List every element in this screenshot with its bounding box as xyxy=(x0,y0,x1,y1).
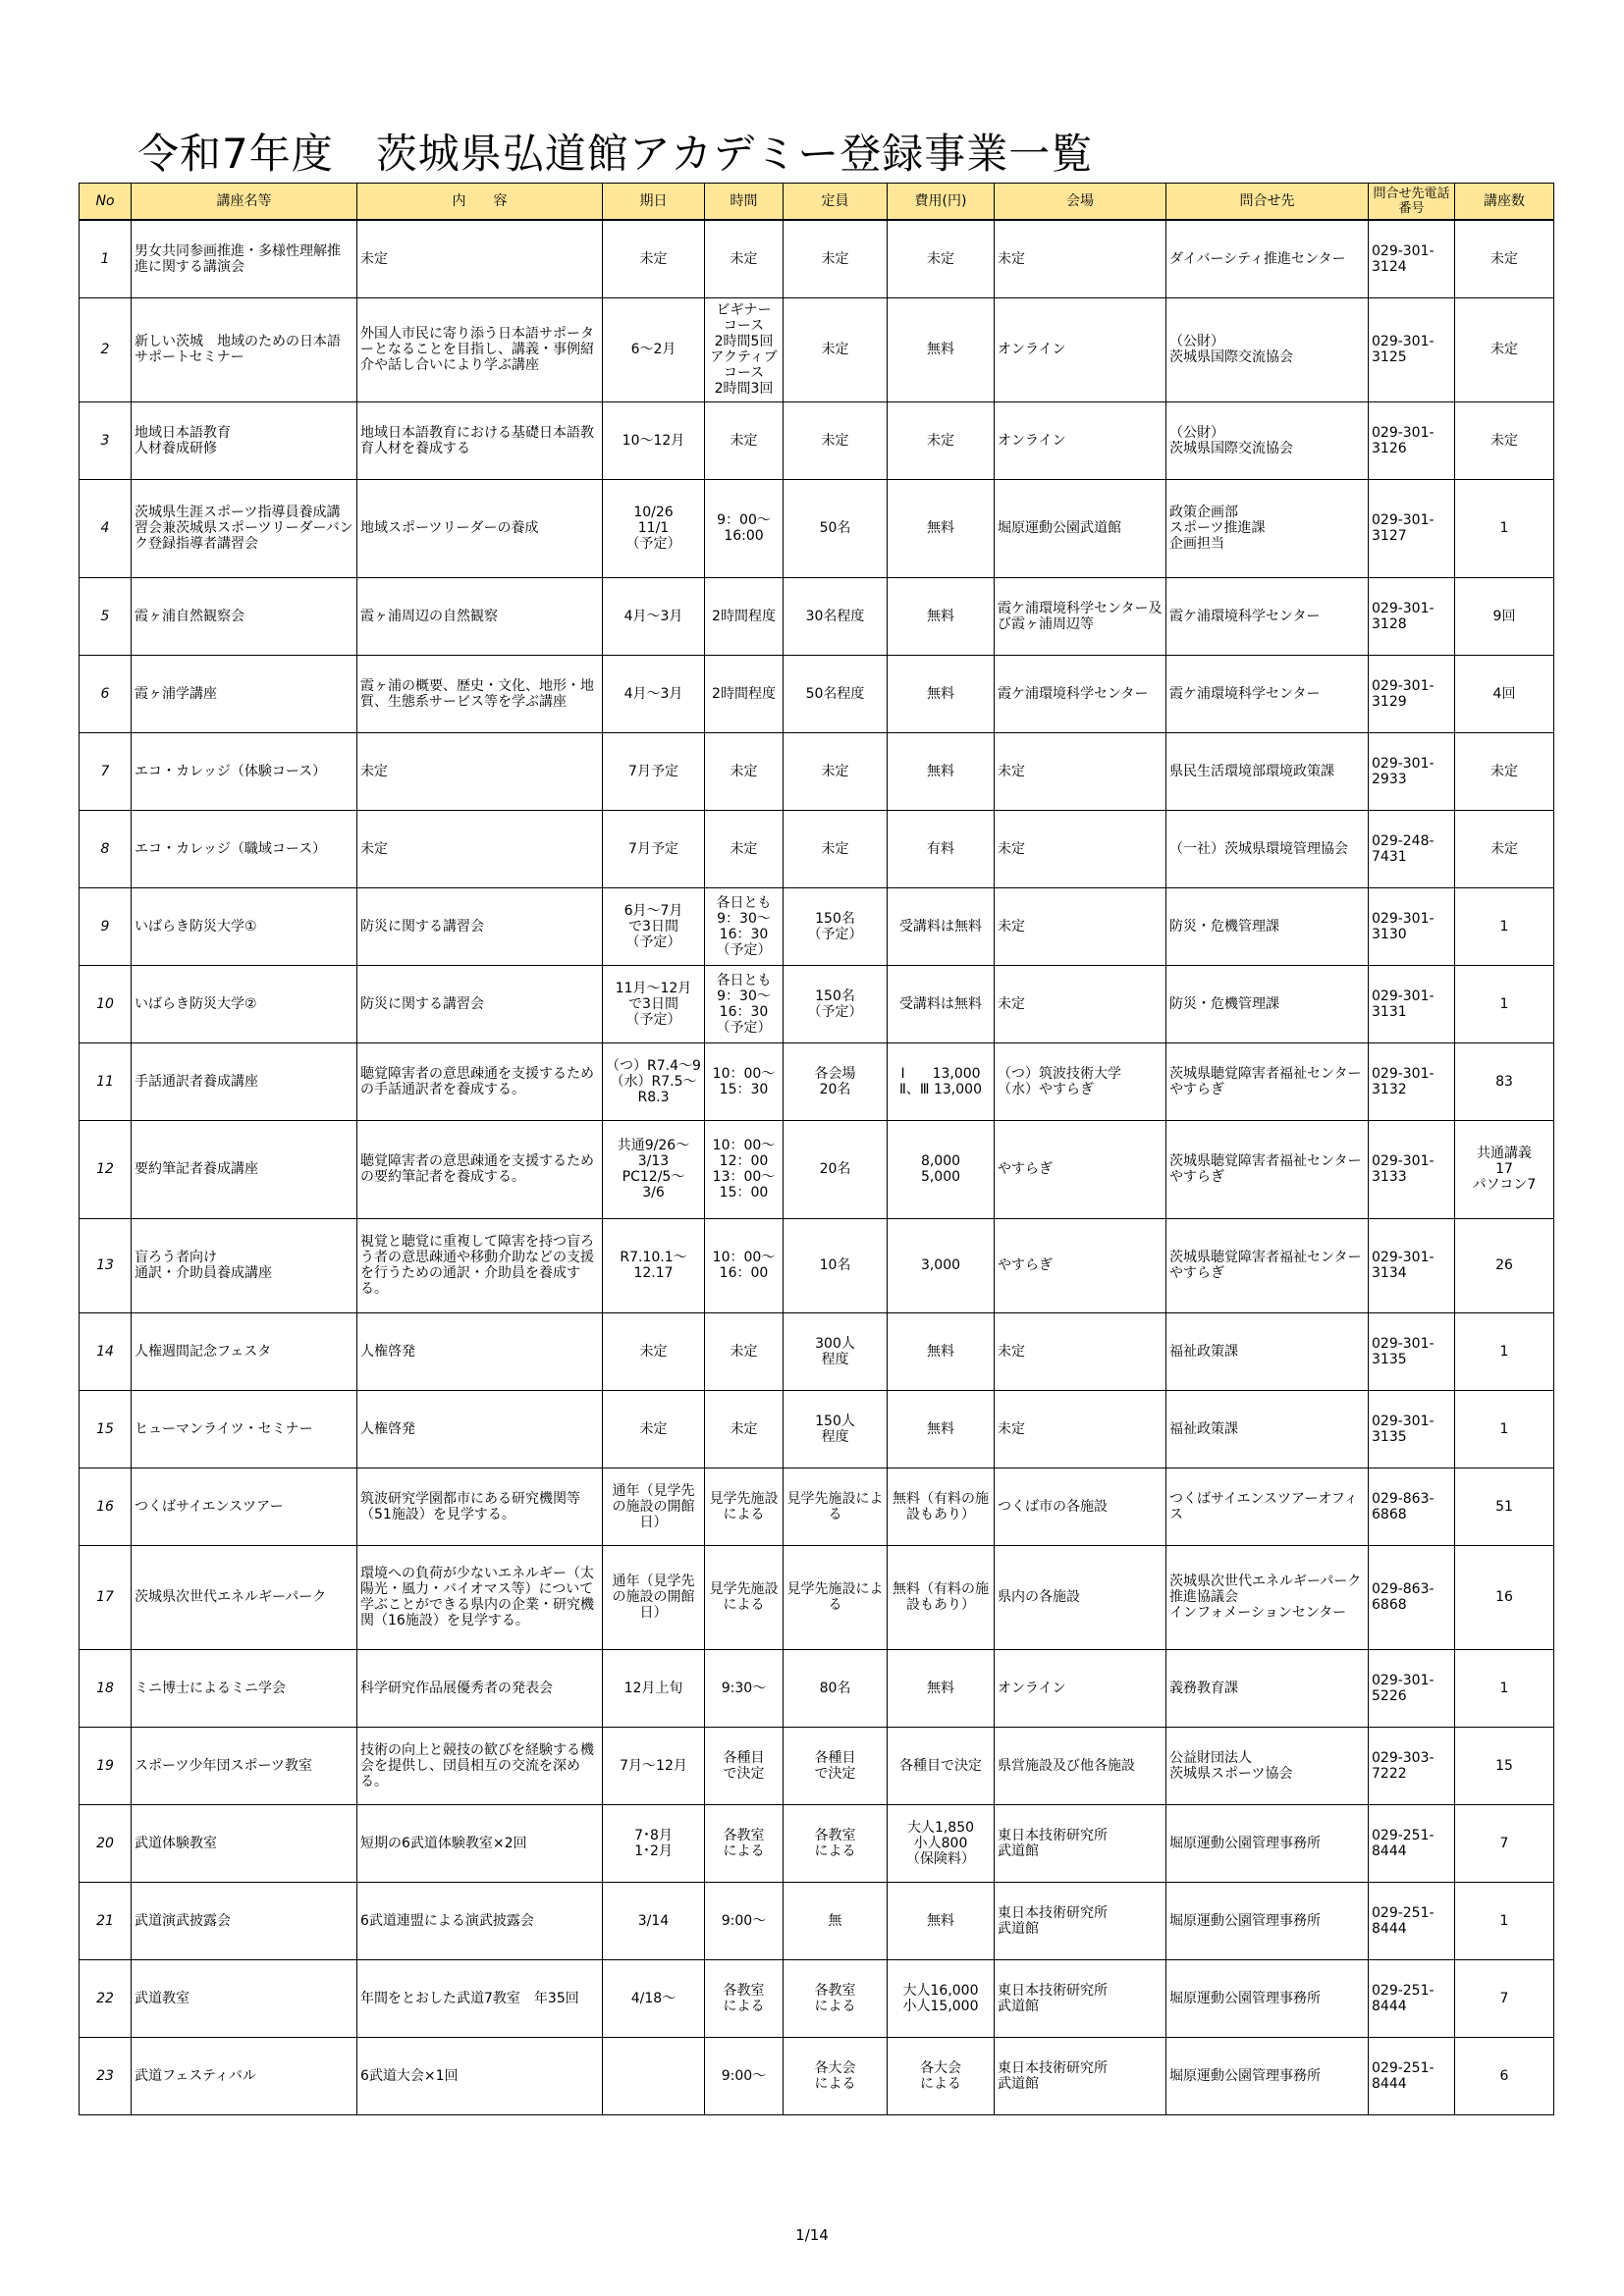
cell-venue: 東日本技術研究所 武道館 xyxy=(995,1804,1166,1882)
cell-tel: 029-863-6868 xyxy=(1369,1468,1455,1545)
cell-fee: 未定 xyxy=(888,220,995,297)
cell-time: 10：00～ 16：00 xyxy=(705,1218,784,1312)
cell-contact: 茨城県聴覚障害者福祉センターやすらぎ xyxy=(1166,1042,1369,1120)
cell-contact: 福祉政策課 xyxy=(1166,1390,1369,1468)
cell-name: ヒューマンライツ・セミナー xyxy=(132,1390,357,1468)
cell-tel: 029-863-6868 xyxy=(1369,1545,1455,1649)
cell-name: 茨城県次世代エネルギーパーク xyxy=(132,1545,357,1649)
cell-capacity: 未定 xyxy=(784,732,888,810)
cell-time: 各種目 で決定 xyxy=(705,1727,784,1804)
cell-count: 16 xyxy=(1455,1545,1554,1649)
table-row xyxy=(80,577,1554,655)
cell-no: 14 xyxy=(80,1312,132,1390)
cell-contact: 義務教育課 xyxy=(1166,1649,1369,1727)
table-row xyxy=(80,965,1554,1042)
header-name: 講座名等 xyxy=(132,184,357,221)
table-row xyxy=(80,1727,1554,1804)
cell-name: ミニ博士によるミニ学会 xyxy=(132,1649,357,1727)
cell-venue: 未定 xyxy=(995,220,1166,297)
cell-date: 3/14 xyxy=(603,1882,705,1959)
cell-venue: やすらぎ xyxy=(995,1120,1166,1218)
cell-no: 19 xyxy=(80,1727,132,1804)
cell-name: 武道教室 xyxy=(132,1959,357,2037)
cell-tel: 029-251-8444 xyxy=(1369,1882,1455,1959)
cell-fee: 有料 xyxy=(888,810,995,887)
cell-name: 地域日本語教育 人材養成研修 xyxy=(132,401,357,479)
cell-time: 見学先施設による xyxy=(705,1545,784,1649)
header-time: 時間 xyxy=(705,184,784,221)
cell-no: 4 xyxy=(80,479,132,577)
cell-fee: 無料 xyxy=(888,577,995,655)
cell-count: 未定 xyxy=(1455,732,1554,810)
table-row xyxy=(80,1218,1554,1312)
cell-fee: 未定 xyxy=(888,401,995,479)
cell-time: 10：00～ 15：30 xyxy=(705,1042,784,1120)
cell-time: 未定 xyxy=(705,1312,784,1390)
cell-capacity: 未定 xyxy=(784,220,888,297)
cell-venue: 堀原運動公園武道館 xyxy=(995,479,1166,577)
cell-tel: 029-303-7222 xyxy=(1369,1727,1455,1804)
cell-no: 22 xyxy=(80,1959,132,2037)
cell-contact: 堀原運動公園管理事務所 xyxy=(1166,1804,1369,1882)
cell-time: 未定 xyxy=(705,810,784,887)
cell-tel: 029-301-3129 xyxy=(1369,655,1455,732)
cell-tel: 029-301-5226 xyxy=(1369,1649,1455,1727)
cell-contact: 福祉政策課 xyxy=(1166,1312,1369,1390)
cell-tel: 029-301-3125 xyxy=(1369,297,1455,401)
cell-date: 未定 xyxy=(603,1390,705,1468)
table-header-row xyxy=(80,184,1554,221)
cell-venue: つくば市の各施設 xyxy=(995,1468,1166,1545)
table-row xyxy=(80,1042,1554,1120)
cell-content: 人権啓発 xyxy=(357,1390,603,1468)
cell-tel: 029-301-3126 xyxy=(1369,401,1455,479)
cell-contact: 堀原運動公園管理事務所 xyxy=(1166,1959,1369,2037)
table-row xyxy=(80,732,1554,810)
cell-capacity: 見学先施設による xyxy=(784,1468,888,1545)
cell-capacity: 10名 xyxy=(784,1218,888,1312)
cell-contact: 政策企画部 スポーツ推進課 企画担当 xyxy=(1166,479,1369,577)
cell-fee: 受講料は無料 xyxy=(888,887,995,965)
cell-capacity: 150名 （予定） xyxy=(784,887,888,965)
cell-date: 7･8月 1･2月 xyxy=(603,1804,705,1882)
cell-venue: （つ）筑波技術大学 （水）やすらぎ xyxy=(995,1042,1166,1120)
cell-no: 17 xyxy=(80,1545,132,1649)
cell-date: 共通9/26～ 3/13 PC12/5～ 3/6 xyxy=(603,1120,705,1218)
cell-name: 霞ヶ浦学講座 xyxy=(132,655,357,732)
cell-time: 未定 xyxy=(705,401,784,479)
cell-fee: 無料 xyxy=(888,732,995,810)
cell-name: いばらき防災大学① xyxy=(132,887,357,965)
cell-no: 21 xyxy=(80,1882,132,1959)
cell-tel: 029-301-3128 xyxy=(1369,577,1455,655)
cell-fee: 無料 xyxy=(888,655,995,732)
cell-venue: 未定 xyxy=(995,1390,1166,1468)
cell-fee: 無料 xyxy=(888,297,995,401)
table-row xyxy=(80,1468,1554,1545)
cell-capacity: 20名 xyxy=(784,1120,888,1218)
cell-capacity: 30名程度 xyxy=(784,577,888,655)
header-contact: 問合せ先 xyxy=(1166,184,1369,221)
cell-date xyxy=(603,2037,705,2114)
cell-date: 7月予定 xyxy=(603,810,705,887)
cell-tel: 029-301-3131 xyxy=(1369,965,1455,1042)
cell-fee: Ⅰ 13,000 Ⅱ、Ⅲ 13,000 xyxy=(888,1042,995,1120)
cell-capacity: 150人 程度 xyxy=(784,1390,888,1468)
cell-contact: 堀原運動公園管理事務所 xyxy=(1166,2037,1369,2114)
cell-fee: 各大会 による xyxy=(888,2037,995,2114)
table-row xyxy=(80,1390,1554,1468)
cell-count: 51 xyxy=(1455,1468,1554,1545)
cell-contact: ダイバーシティ推進センター xyxy=(1166,220,1369,297)
cell-tel: 029-301-3133 xyxy=(1369,1120,1455,1218)
table-row xyxy=(80,2037,1554,2114)
cell-venue: 未定 xyxy=(995,965,1166,1042)
cell-tel: 029-301-3134 xyxy=(1369,1218,1455,1312)
cell-no: 3 xyxy=(80,401,132,479)
cell-date: （つ）R7.4～9 （水）R7.5～ R8.3 xyxy=(603,1042,705,1120)
cell-count: 1 xyxy=(1455,479,1554,577)
cell-count: 1 xyxy=(1455,887,1554,965)
cell-time: 2時間程度 xyxy=(705,655,784,732)
cell-venue: オンライン xyxy=(995,1649,1166,1727)
cell-time: 9:00～ xyxy=(705,1882,784,1959)
cell-no: 5 xyxy=(80,577,132,655)
cell-date: 4月～3月 xyxy=(603,655,705,732)
cell-name: 霞ヶ浦自然観察会 xyxy=(132,577,357,655)
cell-time: 9:30～ xyxy=(705,1649,784,1727)
header-capacity: 定員 xyxy=(784,184,888,221)
cell-content: 6武道連盟による演武披露会 xyxy=(357,1882,603,1959)
table-row xyxy=(80,1545,1554,1649)
cell-time: 未定 xyxy=(705,1390,784,1468)
header-tel: 問合せ先電話番号 xyxy=(1369,184,1455,221)
table-row xyxy=(80,887,1554,965)
cell-no: 1 xyxy=(80,220,132,297)
cell-name: 武道体験教室 xyxy=(132,1804,357,1882)
cell-fee: 無料 xyxy=(888,479,995,577)
cell-tel: 029-301-3135 xyxy=(1369,1312,1455,1390)
cell-contact: 県民生活環境部環境政策課 xyxy=(1166,732,1369,810)
cell-fee: 3,000 xyxy=(888,1218,995,1312)
cell-capacity: 無 xyxy=(784,1882,888,1959)
cell-content: 地域スポーツリーダーの養成 xyxy=(357,479,603,577)
cell-name: 要約筆記者養成講座 xyxy=(132,1120,357,1218)
cell-contact: 茨城県次世代エネルギーパーク推進協議会 インフォメーションセンター xyxy=(1166,1545,1369,1649)
cell-venue: オンライン xyxy=(995,401,1166,479)
cell-content: 地域日本語教育における基礎日本語教育人材を養成する xyxy=(357,401,603,479)
cell-no: 23 xyxy=(80,2037,132,2114)
cell-count: 7 xyxy=(1455,1804,1554,1882)
cell-fee: 無料 xyxy=(888,1312,995,1390)
cell-count: 7 xyxy=(1455,1959,1554,2037)
cell-time: 見学先施設による xyxy=(705,1468,784,1545)
cell-name: 男女共同参画推進・多様性理解推進に関する講演会 xyxy=(132,220,357,297)
cell-date: 6月～7月 で3日間 （予定） xyxy=(603,887,705,965)
cell-time: 9：00～ 16:00 xyxy=(705,479,784,577)
cell-no: 15 xyxy=(80,1390,132,1468)
cell-content: 聴覚障害者の意思疎通を支援するための要約筆記者を養成する。 xyxy=(357,1120,603,1218)
cell-count: 1 xyxy=(1455,1882,1554,1959)
cell-date: 11月～12月 で3日間 （予定） xyxy=(603,965,705,1042)
header-count: 講座数 xyxy=(1455,184,1554,221)
cell-content: 防災に関する講習会 xyxy=(357,965,603,1042)
cell-date: 未定 xyxy=(603,220,705,297)
cell-count: 4回 xyxy=(1455,655,1554,732)
cell-contact: 防災・危機管理課 xyxy=(1166,887,1369,965)
cell-no: 10 xyxy=(80,965,132,1042)
cell-time: 未定 xyxy=(705,220,784,297)
cell-count: 未定 xyxy=(1455,220,1554,297)
cell-time: 10：00～ 12：00 13：00～ 15：00 xyxy=(705,1120,784,1218)
cell-name: 新しい茨城 地域のための日本語サポートセミナー xyxy=(132,297,357,401)
cell-count: 未定 xyxy=(1455,401,1554,479)
cell-venue: オンライン xyxy=(995,297,1166,401)
table-row xyxy=(80,401,1554,479)
cell-capacity: 未定 xyxy=(784,810,888,887)
cell-time: 各日とも 9：30～ 16：30 （予定） xyxy=(705,965,784,1042)
cell-capacity: 各大会 による xyxy=(784,2037,888,2114)
cell-venue: 未定 xyxy=(995,810,1166,887)
cell-count: 共通講義 17 パソコン7 xyxy=(1455,1120,1554,1218)
cell-time: 2時間程度 xyxy=(705,577,784,655)
table-row xyxy=(80,297,1554,401)
cell-name: 武道演武披露会 xyxy=(132,1882,357,1959)
table-row xyxy=(80,810,1554,887)
cell-venue: 未定 xyxy=(995,887,1166,965)
cell-no: 2 xyxy=(80,297,132,401)
cell-content: 外国人市民に寄り添う日本語サポーターとなることを目指し、講義・事例紹介や話し合いにより学ぶ講座 xyxy=(357,297,603,401)
cell-capacity: 各教室 による xyxy=(784,1959,888,2037)
cell-venue: 東日本技術研究所 武道館 xyxy=(995,1959,1166,2037)
header-content: 内 容 xyxy=(357,184,603,221)
cell-tel: 029-301-3124 xyxy=(1369,220,1455,297)
cell-no: 20 xyxy=(80,1804,132,1882)
table-row xyxy=(80,1120,1554,1218)
cell-name: 人権週間記念フェスタ xyxy=(132,1312,357,1390)
cell-time: ビギナー コース 2時間5回 アクティブ コース 2時間3回 xyxy=(705,297,784,401)
cell-contact: 防災・危機管理課 xyxy=(1166,965,1369,1042)
cell-tel: 029-301-3135 xyxy=(1369,1390,1455,1468)
cell-date: R7.10.1～ 12.17 xyxy=(603,1218,705,1312)
cell-no: 8 xyxy=(80,810,132,887)
cell-contact: 霞ケ浦環境科学センター xyxy=(1166,655,1369,732)
cell-tel: 029-251-8444 xyxy=(1369,1959,1455,2037)
page-number: 1/14 xyxy=(795,2226,829,2244)
cell-time: 9:00～ xyxy=(705,2037,784,2114)
cell-fee: 無料 xyxy=(888,1390,995,1468)
cell-time: 各日とも 9：30～ 16：30 （予定） xyxy=(705,887,784,965)
cell-venue: 県営施設及び他各施設 xyxy=(995,1727,1166,1804)
cell-content: 筑波研究学園都市にある研究機関等（51施設）を見学する。 xyxy=(357,1468,603,1545)
cell-tel: 029-301-3130 xyxy=(1369,887,1455,965)
cell-content: 未定 xyxy=(357,810,603,887)
cell-time: 各教室 による xyxy=(705,1959,784,2037)
cell-venue: 東日本技術研究所 武道館 xyxy=(995,2037,1166,2114)
cell-date: 通年（見学先の施設の開館日） xyxy=(603,1468,705,1545)
cell-venue: 東日本技術研究所 武道館 xyxy=(995,1882,1166,1959)
cell-count: 1 xyxy=(1455,1649,1554,1727)
cell-content: 聴覚障害者の意思疎通を支援するための手話通訳者を養成する。 xyxy=(357,1042,603,1120)
table-row xyxy=(80,1804,1554,1882)
cell-date: 7月～12月 xyxy=(603,1727,705,1804)
cell-content: 短期の6武道体験教室×2回 xyxy=(357,1804,603,1882)
cell-date: 4月～3月 xyxy=(603,577,705,655)
cell-fee: 無料 xyxy=(888,1649,995,1727)
cell-date: 12月上旬 xyxy=(603,1649,705,1727)
header-no: No xyxy=(80,184,132,221)
cell-tel: 029-251-8444 xyxy=(1369,1804,1455,1882)
cell-contact: 霞ケ浦環境科学センター xyxy=(1166,577,1369,655)
cell-venue: やすらぎ xyxy=(995,1218,1166,1312)
cell-content: 科学研究作品展優秀者の発表会 xyxy=(357,1649,603,1727)
cell-contact: 茨城県聴覚障害者福祉センターやすらぎ xyxy=(1166,1120,1369,1218)
cell-content: 霞ヶ浦の概要、歴史・文化、地形・地質、生態系サービス等を学ぶ講座 xyxy=(357,655,603,732)
cell-contact: （一社）茨城県環境管理協会 xyxy=(1166,810,1369,887)
cell-time: 各教室 による xyxy=(705,1804,784,1882)
cell-capacity: 未定 xyxy=(784,297,888,401)
header-venue: 会場 xyxy=(995,184,1166,221)
cell-fee: 各種目で決定 xyxy=(888,1727,995,1804)
cell-fee: 無料（有料の施設もあり） xyxy=(888,1545,995,1649)
cell-fee: 無料 xyxy=(888,1882,995,1959)
cell-name: エコ・カレッジ（体験コース） xyxy=(132,732,357,810)
table-row xyxy=(80,479,1554,577)
cell-content: 防災に関する講習会 xyxy=(357,887,603,965)
cell-count: 未定 xyxy=(1455,297,1554,401)
cell-count: 15 xyxy=(1455,1727,1554,1804)
cell-fee: 無料（有料の施設もあり） xyxy=(888,1468,995,1545)
cell-fee: 大人1,850 小人800 （保険料） xyxy=(888,1804,995,1882)
cell-fee: 大人16,000 小人15,000 xyxy=(888,1959,995,2037)
cell-capacity: 50名 xyxy=(784,479,888,577)
table-row xyxy=(80,1649,1554,1727)
cell-content: 6武道大会×1回 xyxy=(357,2037,603,2114)
table-row xyxy=(80,220,1554,297)
cell-capacity: 各会場 20名 xyxy=(784,1042,888,1120)
cell-count: 9回 xyxy=(1455,577,1554,655)
cell-capacity: 各種目 で決定 xyxy=(784,1727,888,1804)
cell-name: 盲ろう者向け 通訳・介助員養成講座 xyxy=(132,1218,357,1312)
cell-no: 13 xyxy=(80,1218,132,1312)
cell-capacity: 各教室 による xyxy=(784,1804,888,1882)
cell-tel: 029-301-3132 xyxy=(1369,1042,1455,1120)
registration-table xyxy=(79,183,1554,2115)
cell-date: 7月予定 xyxy=(603,732,705,810)
cell-contact: （公財） 茨城県国際交流協会 xyxy=(1166,401,1369,479)
cell-venue: 未定 xyxy=(995,732,1166,810)
cell-capacity: 見学先施設による xyxy=(784,1545,888,1649)
cell-tel: 029-301-2933 xyxy=(1369,732,1455,810)
cell-contact: 堀原運動公園管理事務所 xyxy=(1166,1882,1369,1959)
cell-venue: 県内の各施設 xyxy=(995,1545,1166,1649)
table-row xyxy=(80,1959,1554,2037)
cell-name: エコ・カレッジ（職域コース） xyxy=(132,810,357,887)
cell-name: 手話通訳者養成講座 xyxy=(132,1042,357,1120)
cell-count: 26 xyxy=(1455,1218,1554,1312)
cell-venue: 未定 xyxy=(995,1312,1166,1390)
cell-content: 未定 xyxy=(357,220,603,297)
cell-name: スポーツ少年団スポーツ教室 xyxy=(132,1727,357,1804)
cell-content: 技術の向上と競技の歓びを経験する機会を提供し、団員相互の交流を深める。 xyxy=(357,1727,603,1804)
cell-name: いばらき防災大学② xyxy=(132,965,357,1042)
table-row xyxy=(80,655,1554,732)
cell-venue: 霞ケ浦環境科学センター xyxy=(995,655,1166,732)
cell-no: 6 xyxy=(80,655,132,732)
cell-no: 11 xyxy=(80,1042,132,1120)
cell-contact: 茨城県聴覚障害者福祉センターやすらぎ xyxy=(1166,1218,1369,1312)
cell-content: 人権啓発 xyxy=(357,1312,603,1390)
cell-contact: （公財） 茨城県国際交流協会 xyxy=(1166,297,1369,401)
cell-time: 未定 xyxy=(705,732,784,810)
cell-content: 未定 xyxy=(357,732,603,810)
cell-date: 未定 xyxy=(603,1312,705,1390)
cell-capacity: 300人 程度 xyxy=(784,1312,888,1390)
cell-name: 武道フェスティバル xyxy=(132,2037,357,2114)
page-title: 令和7年度 茨城県弘道館アカデミー登録事業一覧 xyxy=(137,130,1094,178)
cell-date: 10/26 11/1 （予定） xyxy=(603,479,705,577)
cell-content: 視覚と聴覚に重複して障害を持つ盲ろう者の意思疎通や移動介助などの支援を行うための通訳・介助員を養成する。 xyxy=(357,1218,603,1312)
cell-capacity: 未定 xyxy=(784,401,888,479)
header-fee: 費用(円) xyxy=(888,184,995,221)
cell-count: 未定 xyxy=(1455,810,1554,887)
cell-tel: 029-248-7431 xyxy=(1369,810,1455,887)
cell-count: 6 xyxy=(1455,2037,1554,2114)
cell-capacity: 150名 （予定） xyxy=(784,965,888,1042)
cell-content: 環境への負荷が少ないエネルギー（太陽光・風力・バイオマス等）について学ぶことができる県内の企業・研究機関（16施設）を見学する。 xyxy=(357,1545,603,1649)
table-row xyxy=(80,1882,1554,1959)
cell-fee: 8,000 5,000 xyxy=(888,1120,995,1218)
cell-contact: 公益財団法人 茨城県スポーツ協会 xyxy=(1166,1727,1369,1804)
cell-no: 7 xyxy=(80,732,132,810)
cell-count: 83 xyxy=(1455,1042,1554,1120)
cell-date: 10～12月 xyxy=(603,401,705,479)
cell-no: 12 xyxy=(80,1120,132,1218)
cell-fee: 受講料は無料 xyxy=(888,965,995,1042)
cell-no: 9 xyxy=(80,887,132,965)
cell-content: 年間をとおした武道7教室 年35回 xyxy=(357,1959,603,2037)
cell-content: 霞ヶ浦周辺の自然観察 xyxy=(357,577,603,655)
cell-venue: 霞ケ浦環境科学センター及び霞ヶ浦周辺等 xyxy=(995,577,1166,655)
cell-tel: 029-301-3127 xyxy=(1369,479,1455,577)
cell-count: 1 xyxy=(1455,1312,1554,1390)
cell-date: 6～2月 xyxy=(603,297,705,401)
table-row xyxy=(80,1312,1554,1390)
cell-tel: 029-251-8444 xyxy=(1369,2037,1455,2114)
cell-contact: つくばサイエンスツアーオフィス xyxy=(1166,1468,1369,1545)
cell-name: 茨城県生涯スポーツ指導員養成講習会兼茨城県スポーツリーダーバンク登録指導者講習会 xyxy=(132,479,357,577)
cell-date: 4/18～ xyxy=(603,1959,705,2037)
cell-no: 16 xyxy=(80,1468,132,1545)
cell-capacity: 50名程度 xyxy=(784,655,888,732)
cell-count: 1 xyxy=(1455,965,1554,1042)
cell-name: つくばサイエンスツアー xyxy=(132,1468,357,1545)
header-date: 期日 xyxy=(603,184,705,221)
cell-date: 通年（見学先の施設の開館日） xyxy=(603,1545,705,1649)
cell-count: 1 xyxy=(1455,1390,1554,1468)
cell-capacity: 80名 xyxy=(784,1649,888,1727)
cell-no: 18 xyxy=(80,1649,132,1727)
